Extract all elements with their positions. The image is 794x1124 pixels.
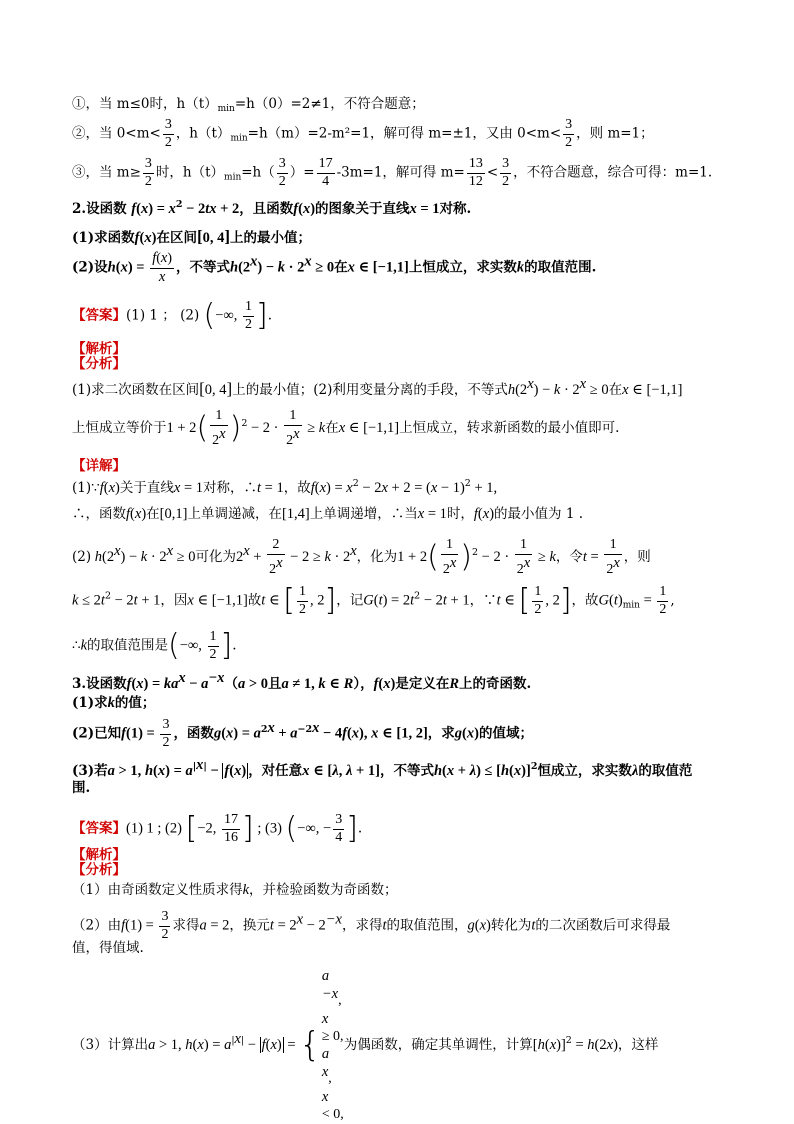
problem-2-detail-1: (1)∵f(x)关于直线x = 1对称，∴t = 1，故$f(x) = x^2 - 2x + 2 = (x - 1)^2 + 1$,	[72, 478, 498, 496]
problem-3-title: 3.设函数$f(x) = ka^x - a^{-x}(a > 0$且a ≠ 1, k ∈ R），f(x)是定义在R上的奇函数.	[72, 670, 532, 692]
case-1-line: ①，当 m≤0时，$h(t)_{min}=h(0)=2\ne 1$，不符合题意；	[72, 96, 425, 114]
problem-2-detail-4: $k \le 2t^2 - 2t + 1$，因x ∈ [−1,1]故t ∈ [ $\frac{1}{2}$ , 2]，记$G(t) = 2t^2 - 2t + 1$，∵t ∈ [ $\frac{1}{2}$ , 2]，故$G(t)_{min}$ = $\frac{1}{2}$ ,	[72, 583, 675, 619]
problem-2-fenxi-2: 上恒成立等价于1 + 2( $\frac{1}{2^x}$ )$^2$ − 2 · $\frac{1}{2^x}$ ≥ k在x ∈ [−1,1]上恒成立，转求新函数的最小值即可.	[72, 408, 620, 448]
problem-3-part-1: (1)求k的值；	[72, 695, 156, 711]
problem-3-fenxi-2: （2）由f(1) = $\frac{3}{2}$ 求得a = 2，换元$t = 2^x - 2^{-x}$，求得t的取值范围，g(x)转化为t的二次函数后可求得最	[72, 909, 671, 942]
problem-2-detail-2: ∴，函数f(x)在[0,1]上单调递减，在[1,4]上单调递增，∴当x = 1时，f(x)的最小值为 1 .	[72, 506, 583, 522]
problem-3-part-3: (3)若a > 1, $h(x) = a^{|x|} - f(x)$ ，对任意x ∈ [λ, λ + 1]，不等式$h(x + \lambda) \le [h(x)]^2$恒成立，求实数λ的取值范	[72, 757, 693, 779]
problem-2-part-2: (2)设h(x) = $\frac{f(x)}{x}$ ，不等式$h(2^x) - k \cdot 2^x \ge 0$在x ∈ [−1,1]上恒成立，求实数k的取值范围.	[72, 250, 597, 285]
problem-2-fenxi-1: (1)求二次函数在区间[0, 4]上的最小值；(2)利用变量分离的手段，不等式$h(2^x) - k \cdot 2^x \ge 0$在x ∈ [−1,1]	[72, 376, 683, 398]
problem-2-part-1: (1)求函数f(x)在区间[0, 4]上的最小值；	[72, 227, 312, 246]
problem-3-fenxi-2-cont: 值，得值域.	[72, 940, 144, 956]
problem-3-part-3-cont: 围.	[72, 780, 91, 796]
problem-3-answer: 【答案】(1) 1 ; (2) [−2, $\frac{17}{16}$ ] ; (3) (−∞, − $\frac{3}{4}$ ].	[72, 811, 363, 847]
problem-3-fenxi-3: （3）计算出a > 1, $h(x) = a^{|x|} - f(x)$ = { a $^{-x}$, x ≥ 0, a $^x$, x < 0, 为偶函数，确定其单调性，计算$[h(x)]^2 = h(2x)$，这样	[72, 968, 659, 1122]
problem-3-fenxi-1: （1）由奇函数定义性质求得k，并检验函数为奇函数；	[72, 882, 398, 898]
problem-2-detail-5: ∴k的取值范围是(−∞, $\frac{1}{2}$ ].	[72, 628, 237, 664]
problem-3-fenxi-label: 【分析】	[72, 862, 126, 878]
problem-3-analysis-label: 【解析】	[72, 847, 126, 863]
problem-2-detail-3: (2) $h(2^x) - k \cdot 2^x \ge 0$可化为$2^x$ + $\frac{2}{2^x}$ − $2 \ge k \cdot 2^x$，化为1 + 2( $\frac{1}{2^x}$ )$^2$ − 2 · $\frac{1}{2^x}$ ≥ k，令t = $\frac{1}{2^x}$ ，则	[72, 537, 651, 577]
problem-2-analysis-label: 【解析】	[72, 341, 126, 357]
case-3-line: ③，当 m≥ $\frac{3}{2}$ 时，$h(t)_{min}=h$（ $\frac{3}{2}$ ）= $\frac{17}{4}$ -3m=1，解可得 m= $\frac{13}{12}$ < $\frac{3}{2}$ ，不符合题意，综合可得：m=1.	[72, 156, 713, 189]
problem-3-part-2: (2)已知f(1) = $\frac{3}{2}$ ，函数$g(x) = a^{2x} + a^{-2x} - 4f(x)$, x ∈ [1, 2]，求g(x)的值域；	[72, 717, 533, 750]
problem-2-fenxi-label: 【分析】	[72, 356, 126, 372]
problem-2-title: 2.设函数 $f(x) = x^2 - 2tx + 2$，且函数f(x)的图象关于直线x = 1对称.	[72, 199, 472, 217]
problem-2-answer: 【答案】(1) 1 ； (2) (−∞, $\frac{1}{2}$ ].	[72, 298, 273, 334]
problem-2-detail-label: 【详解】	[72, 458, 126, 474]
case-2-line: ②，当 0<m< $\frac{3}{2}$ ，$h(t)_{min}=h(m)=2-m^2=1$，解可得 m=±1，又由 0<m< $\frac{3}{2}$ ，则 m=1；	[72, 117, 654, 150]
